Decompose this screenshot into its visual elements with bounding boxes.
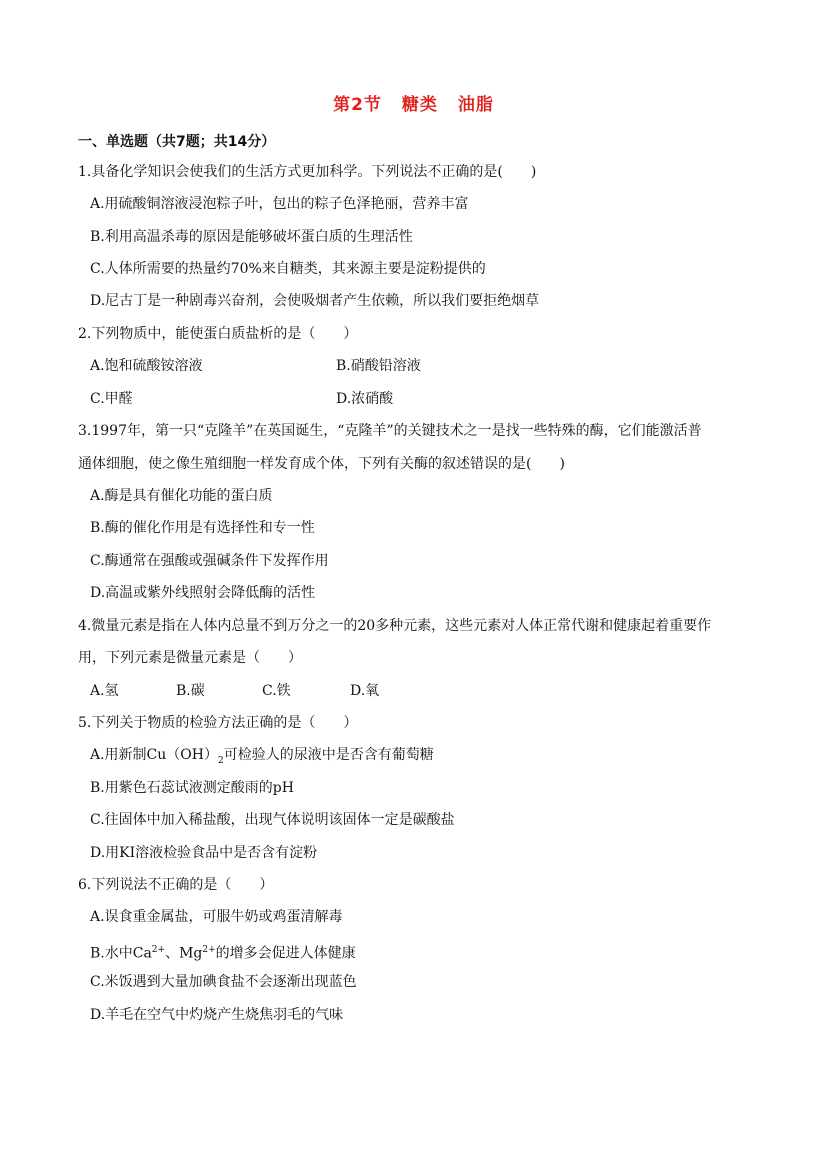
question-6-option-b-superscript-2: 2+ [202, 945, 216, 955]
question-5-option-a-suffix: 可检验人的尿液中是否含有葡萄糖 [223, 747, 434, 763]
question-4-option-b: B.碳 [176, 683, 205, 699]
question-3-option-b: B.酶的催化作用是有选择性和专一性 [90, 520, 315, 536]
question-5-option-b: B.用紫色石蕊试液测定酸雨的pH [90, 780, 294, 796]
question-6-option-b-prefix: B.水中Ca [90, 945, 152, 962]
question-3-stem-line-1: 3.1997年，第一只“克隆羊”在英国诞生，“克隆羊”的关键技术之一是找一些特殊的酶，它们能激活普 [78, 423, 702, 439]
title-section-number: 第2节 [333, 95, 382, 115]
question-6-option-b-superscript-1: 2+ [151, 945, 166, 955]
question-4-stem-line-2: 用，下列元素是微量元素是（ ） [78, 650, 302, 666]
title-topic-oil: 油脂 [457, 95, 494, 115]
question-2-option-a: A.饱和硫酸铵溶液 [90, 358, 203, 374]
question-5-option-a-subscript: 2 [217, 755, 224, 766]
question-1-option-d: D.尼古丁是一种剧毒兴奋剂，会使吸烟者产生依赖，所以我们要拒绝烟草 [90, 293, 540, 309]
question-2-stem: 2.下列物质中，能使蛋白质盐析的是（ ） [78, 326, 358, 342]
question-1-option-a: A.用硫酸铜溶液浸泡粽子叶，包出的粽子色泽艳丽，营养丰富 [90, 196, 469, 212]
question-6-option-c: C.米饭遇到大量加碘食盐不会逐渐出现蓝色 [90, 974, 357, 990]
question-2-option-b: B.硝酸铅溶液 [336, 358, 421, 374]
question-6-option-b [90, 941, 356, 963]
section-heading: 一、单选题（共7题；共14分） [78, 134, 276, 150]
title-topic-sugar: 糖类 [401, 95, 438, 115]
question-5-option-d: D.用KI溶液检验食品中是否含有淀粉 [90, 845, 318, 861]
question-2-option-c: C.甲醛 [90, 391, 133, 407]
question-4-option-d: D.氧 [350, 683, 380, 699]
question-1-option-b: B.利用高温杀毒的原因是能够破坏蛋白质的生理活性 [90, 229, 413, 245]
question-1-option-c: C.人体所需要的热量约70%来自糖类，其来源主要是淀粉提供的 [90, 261, 486, 277]
question-4-option-c: C.铁 [262, 683, 291, 699]
question-4-option-a: A.氢 [90, 683, 119, 699]
question-5-stem: 5.下列关于物质的检验方法正确的是（ ） [78, 715, 358, 731]
question-3-option-d: D.高温或紫外线照射会降低酶的活性 [90, 585, 316, 601]
question-6-option-b-middle: 、Mg [165, 945, 203, 962]
question-5-option-c: C.往固体中加入稀盐酸，出现气体说明该固体一定是碳酸盐 [90, 812, 455, 828]
question-2-option-d: D.浓硝酸 [336, 391, 394, 407]
question-6-option-b-suffix: 的增多会促进人体健康 [215, 945, 356, 962]
question-4-stem-line-1: 4.微量元素是指在人体内总量不到万分之一的20多种元素，这些元素对人体正常代谢和健康起着重要作 [78, 618, 712, 634]
question-6-option-a: A.误食重金属盐，可服牛奶或鸡蛋清解毒 [90, 909, 343, 925]
question-1-stem: 1.具备化学知识会使我们的生活方式更加科学。下列说法不正确的是( ) [78, 164, 537, 180]
question-3-stem-line-2: 通体细胞，使之像生殖细胞一样发育成个体，下列有关酶的叙述错误的是( ) [78, 456, 565, 472]
question-5-option-a [90, 746, 434, 770]
question-3-option-c: C.酶通常在强酸或强碱条件下发挥作用 [90, 553, 329, 569]
question-6-stem: 6.下列说法不正确的是（ ） [78, 877, 274, 893]
page-title [0, 90, 827, 115]
question-3-option-a: A.酶是具有催化功能的蛋白质 [90, 488, 273, 504]
question-5-option-a-prefix: A.用新制Cu（OH） [90, 747, 218, 763]
question-6-option-d: D.羊毛在空气中灼烧产生烧焦羽毛的气味 [90, 1007, 344, 1023]
